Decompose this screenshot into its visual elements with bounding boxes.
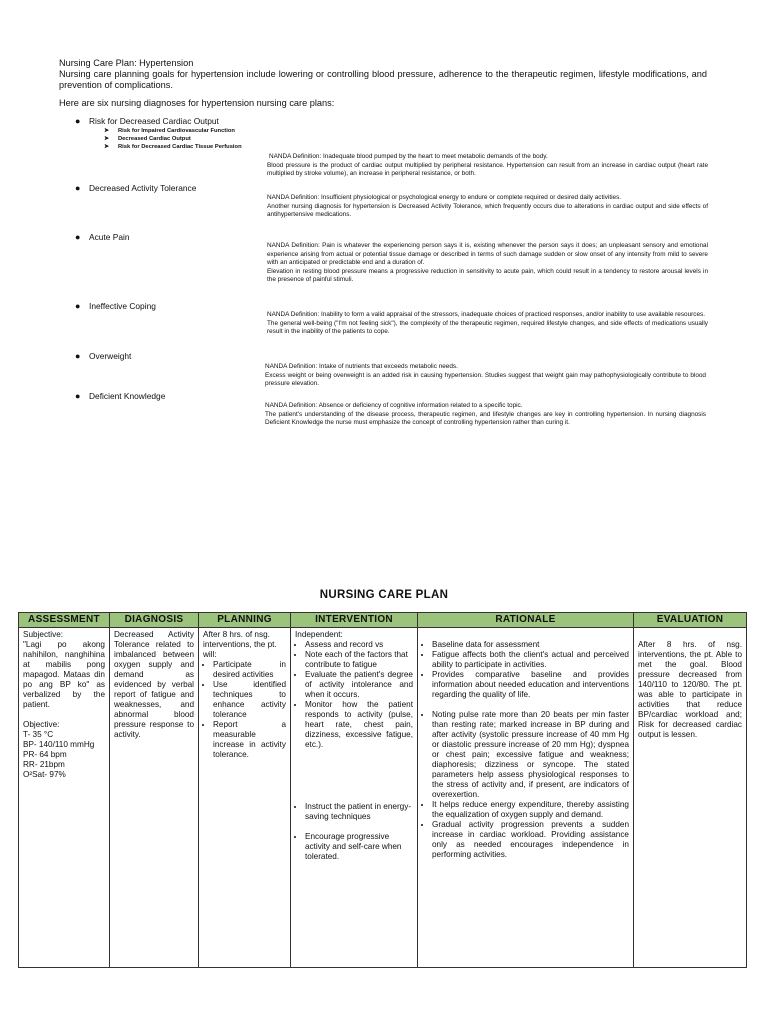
intervention-label: Independent: bbox=[295, 630, 343, 639]
diagnosis-item-6 bbox=[75, 391, 166, 401]
diagnosis-label: Decreased Activity Tolerance bbox=[89, 183, 197, 193]
subitem: ➤ Risk for Decreased Cardiac Tissue Perfusion bbox=[104, 144, 242, 150]
vital-bp: BP- 140/110 mmHg bbox=[23, 740, 95, 749]
diagnosis-definition-4: NANDA Definition: Inability to form a valid appraisal of the stressors, inadequate choices of practiced responses, and/or inability to use available resources. The general well-being ("I'm not feeling sick"), the complexity of the therapeutic regimen, required lifestyle changes, and side effects of medications usually result in the inability of the patients to cope. bbox=[267, 311, 708, 335]
diagnosis-item-4 bbox=[75, 301, 156, 311]
list-item: • Fatigue affects both the client's actual and perceived ability to participate in activities. bbox=[432, 650, 629, 670]
diagnosis-definition-1: NANDA Definition: Inadequate blood pumped by the heart to meet metabolic demands of the body. Blood pressure is the product of cardiac output multiplied by peripheral resistance. Hypertension can result from an increase in cardiac output (heart rate multiplied by stroke volume), an increase in peripheral resistance, or both. bbox=[267, 153, 708, 177]
list-item: • Report a measurable increase in activity tolerance. bbox=[213, 720, 286, 760]
header-assessment: ASSESSMENT bbox=[19, 613, 110, 628]
subjective-label: Subjective: bbox=[23, 630, 64, 639]
diagnosis-definition-5: NANDA Definition: Intake of nutrients that exceeds metabolic needs. Excess weight or being overweight is an added risk in causing hypertension. Studies suggest that weight gain may pathophysiologically contribute to blood pressure elevation. bbox=[265, 363, 706, 387]
arrow-icon: ➤ bbox=[104, 136, 110, 142]
care-plan-title: NURSING CARE PLAN bbox=[319, 589, 449, 601]
diagnosis-label: Deficient Knowledge bbox=[89, 391, 166, 401]
list-item: • It helps reduce energy expenditure, thereby assisting the equalization of oxygen supply and demand. bbox=[432, 800, 629, 820]
list-item: • Instruct the patient in energy-saving techniques bbox=[305, 802, 413, 822]
vital-pr: PR- 64 bpm bbox=[23, 750, 67, 759]
diagnosis-cell: Decreased Activity Tolerance related to imbalanced between oxygen supply and demand as evidenced by verbal report of fatigue and weaknesses, and abnormal blood pressure response to activity. bbox=[110, 628, 199, 968]
planning-cell bbox=[199, 628, 291, 968]
diagnosis-item-5 bbox=[75, 351, 132, 361]
diagnosis-definition-3: NANDA Definition: Pain is whatever the experiencing person says it is, existing whenever the person says it does; an unpleasant sensory and emotional experience arising from actual or potential tissue damage or described in terms of such damage sudden or slow onset of any intensity from mild to severe with an anticipated or predictable end and a duration of. Elevation in resting blood pressure means a progressive reduction in sensitivity to acute pain, which could result in a tendency to restore arousal levels in the presence of painful stimuli. bbox=[267, 242, 708, 283]
bullet-icon: ● bbox=[75, 391, 81, 401]
subitem: ➤ Decreased Cardiac Output bbox=[104, 136, 191, 142]
page-title: Nursing Care Plan: Hypertension bbox=[59, 58, 194, 68]
evaluation-cell: After 8 hrs. of nsg. interventions, the pt. Able to met the goal. Blood pressure decreased from 140/110 to 120/80. The pt. was able to participate in activities that reduce BP/cardiac workload and; Risk for decreased cardiac output is lessen. bbox=[634, 628, 747, 968]
planning-list bbox=[203, 660, 286, 760]
arrow-icon: ➤ bbox=[104, 144, 110, 150]
diagnosis-label: Acute Pain bbox=[89, 232, 130, 242]
list-item: • Use identified techniques to enhance activity tolerance bbox=[213, 680, 286, 720]
table-row bbox=[19, 628, 747, 968]
diagnosis-item-2 bbox=[75, 183, 197, 193]
list-item: • Provides comparative baseline and provides information about needed education and interventions regarding the quality of life. bbox=[432, 670, 629, 700]
diagnosis-definition-6: NANDA Definition: Absence or deficiency of cognitive information related to a specific topic. The patient's understanding of the disease process, therapeutic regimen, and lifestyle changes are key in controlling hypertension. In nursing diagnosis Deficient Knowledge the nurse must emphasize the concept of controlling hypertension rather than curing it. bbox=[265, 402, 706, 426]
header-evaluation: EVALUATION bbox=[634, 613, 747, 628]
intro-paragraph: Nursing care planning goals for hypertension include lowering or controlling blood pressure, adherence to the therapeutic regimen, lifestyle modifications, and prevention of complications. bbox=[59, 69, 707, 90]
subitem: ➤ Risk for Impaired Cardiovascular Function bbox=[104, 128, 235, 134]
bullet-icon: ● bbox=[75, 232, 81, 242]
table-header-row bbox=[19, 613, 747, 628]
bullet-icon: ● bbox=[75, 301, 81, 311]
vital-rr: RR- 21bpm bbox=[23, 760, 65, 769]
list-item: • Participate in desired activities bbox=[213, 660, 286, 680]
intervention-cell bbox=[291, 628, 418, 968]
diagnosis-label: Ineffective Coping bbox=[89, 301, 156, 311]
list-item: • Assess and record vs bbox=[305, 640, 413, 650]
care-plan-table bbox=[18, 612, 747, 968]
assessment-cell bbox=[19, 628, 110, 968]
diagnosis-label: Overweight bbox=[89, 351, 132, 361]
bullet-icon: ● bbox=[75, 351, 81, 361]
header-planning: PLANNING bbox=[199, 613, 291, 628]
subjective-text: "Lagi po akong nahihilon, nanghihina at mabilis pong mapagod. Mataas din po ang BP ko" as verbalized by the patient. bbox=[23, 640, 105, 709]
list-item: • Noting pulse rate more than 20 beats per min faster than resting rate; marked increase in BP during and after activity (systolic pressure increase of 40 mm Hg or diastolic pressure increase of 20 mm Hg); dyspnea or chest pain; excessive fatigue and weakness; diaphoresis; dizziness or syncope. The stated parameters help assess physiological responses to the stress of activity and, if present, are indicators of overexertion. bbox=[432, 710, 629, 800]
list-item: • Monitor how the patient responds to activity (pulse, heart rate, chest pain, dizziness, excessive fatigue, etc.). bbox=[305, 700, 413, 750]
planning-intro: After 8 hrs. of nsg. interventions, the pt. will: bbox=[203, 630, 277, 659]
list-item: • Baseline data for assessment bbox=[432, 640, 629, 650]
bullet-icon: ● bbox=[75, 183, 81, 193]
intervention-list bbox=[295, 640, 413, 862]
header-rationale: RATIONALE bbox=[418, 613, 634, 628]
diagnosis-definition-2: NANDA Definition: Insufficient physiological or psychological energy to endure or complete required or desired daily activities. Another nursing diagnosis for hypertension is Decreased Activity Tolerance, which frequently occurs due to alterations in cardiac output and side effects of antihypertensive medications. bbox=[267, 194, 708, 218]
bullet-icon: ● bbox=[75, 116, 81, 126]
diagnosis-label: Risk for Decreased Cardiac Output bbox=[89, 116, 219, 126]
document-header bbox=[59, 58, 707, 109]
objective-label: Objective: bbox=[23, 720, 60, 729]
arrow-icon: ➤ bbox=[104, 128, 110, 134]
vital-o2sat: O²Sat- 97% bbox=[23, 770, 66, 779]
header-diagnosis: DIAGNOSIS bbox=[110, 613, 199, 628]
list-item: • Gradual activity progression prevents a sudden increase in cardiac workload. Providing assistance only as needed encourages independence in performing activities. bbox=[432, 820, 629, 860]
diagnosis-item-3 bbox=[75, 232, 130, 242]
rationale-cell bbox=[418, 628, 634, 968]
diagnosis-item-1 bbox=[75, 116, 219, 126]
list-item: • Evaluate the patient's degree of activity intolerance and when it occurs. bbox=[305, 670, 413, 700]
header-intervention: INTERVENTION bbox=[291, 613, 418, 628]
vital-temp: T- 35 °C bbox=[23, 730, 54, 739]
rationale-list bbox=[422, 640, 629, 860]
list-item: • Encourage progressive activity and self-care when tolerated. bbox=[305, 832, 413, 862]
list-intro: Here are six nursing diagnoses for hypertension nursing care plans: bbox=[59, 98, 335, 108]
list-item: • Note each of the factors that contribute to fatigue bbox=[305, 650, 413, 670]
